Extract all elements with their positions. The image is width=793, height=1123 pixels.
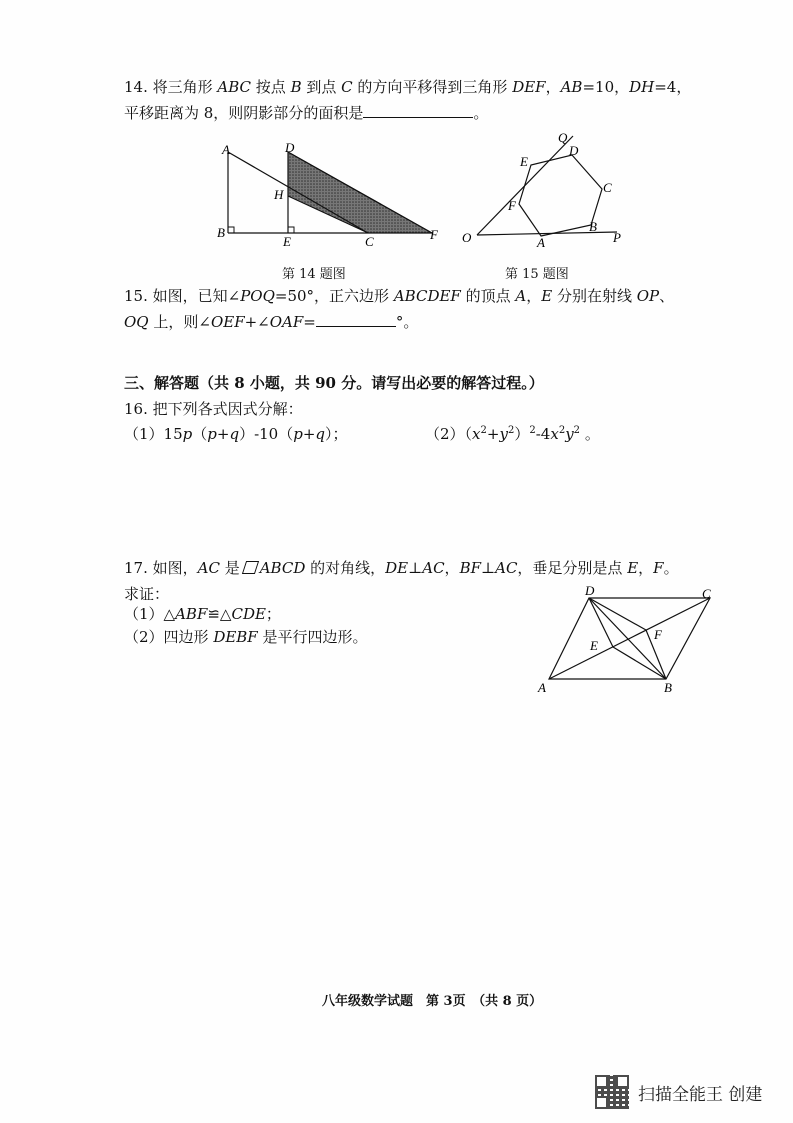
section-3-title: 三、解答题（共 8 小题，共 90 分。请写出必要的解答过程。） <box>124 374 544 392</box>
label-d: D <box>285 140 295 155</box>
label-f: F <box>430 227 438 242</box>
label-e: E <box>283 234 291 249</box>
question-16-part-1: （1）15p（p+q）-10（p+q）； <box>124 425 348 443</box>
label-c: C <box>365 234 374 249</box>
figure-14 <box>208 138 448 250</box>
parallelogram-icon <box>242 561 259 574</box>
watermark-text: 扫描全能王 创建 <box>638 1085 763 1105</box>
label-a: A <box>538 680 546 695</box>
answer-blank-15[interactable] <box>316 312 396 327</box>
answer-blank-14[interactable] <box>363 103 473 118</box>
question-17-line-1: 17. 如图，AC 是 ABCD 的对角线，DE⊥AC，BF⊥AC，垂足分别是点 E，F。 <box>124 559 679 577</box>
question-17-part-2: （2）四边形 DEBF 是平行四边形。 <box>124 628 368 646</box>
question-15-line-2: OQ 上，则∠OEF+∠OAF= °。 <box>124 313 419 331</box>
figure-17 <box>532 582 722 696</box>
label-a: A <box>222 142 230 157</box>
qr-finder-top-right <box>616 1075 629 1088</box>
figure-14-caption: 第 14 题图 <box>282 267 346 282</box>
page-footer: 八年级数学试题 第 3页 （共 8 页） <box>322 994 543 1009</box>
question-14-line-2: 平移距离为 8，则阴影部分的面积是 。 <box>124 104 489 122</box>
label-c: C <box>702 586 711 601</box>
qr-finder-bottom-left <box>595 1096 608 1109</box>
diagonal-ac <box>549 598 710 679</box>
label-f: F <box>654 627 662 642</box>
label-b: B <box>664 680 672 695</box>
right-angle-mark-b <box>228 227 234 233</box>
label-e: E <box>590 638 598 653</box>
label-e: E <box>520 154 528 169</box>
qr-code-icon <box>595 1075 629 1109</box>
label-h: H <box>274 187 284 202</box>
label-d: D <box>585 583 595 598</box>
label-o: O <box>462 230 472 245</box>
figure-15-caption: 第 15 题图 <box>505 267 569 282</box>
right-angle-mark-e <box>288 227 294 233</box>
label-p: P <box>613 230 621 245</box>
question-15-line-1: 15. 如图，已知∠POQ=50°，正六边形 ABCDEF 的顶点 A，E 分别在射线 OP、 <box>124 287 675 305</box>
question-16-part-2: $(2)(x^2+y^2)^2-4x^2y^2$ 。 <box>425 425 600 443</box>
question-17-line-2: 求证： <box>124 585 170 603</box>
segment-df <box>589 598 646 630</box>
question-17-part-1: （1）△ABF≌△CDE； <box>124 605 281 623</box>
label-b: B <box>589 219 597 234</box>
label-f: F <box>508 198 516 213</box>
figure-15 <box>455 124 635 250</box>
label-d: D <box>569 143 579 158</box>
question-14-line-1: 14. 将三角形 ABC 按点 B 到点 C 的方向平移得到三角形 DEF，AB=10，DH=4， <box>124 78 692 96</box>
qr-finder-top-left <box>595 1075 608 1088</box>
label-a: A <box>537 235 545 250</box>
label-q: Q <box>558 130 568 145</box>
label-b: B <box>217 225 225 240</box>
label-c: C <box>603 180 612 195</box>
question-16-stem: 16. 把下列各式因式分解： <box>124 400 303 418</box>
